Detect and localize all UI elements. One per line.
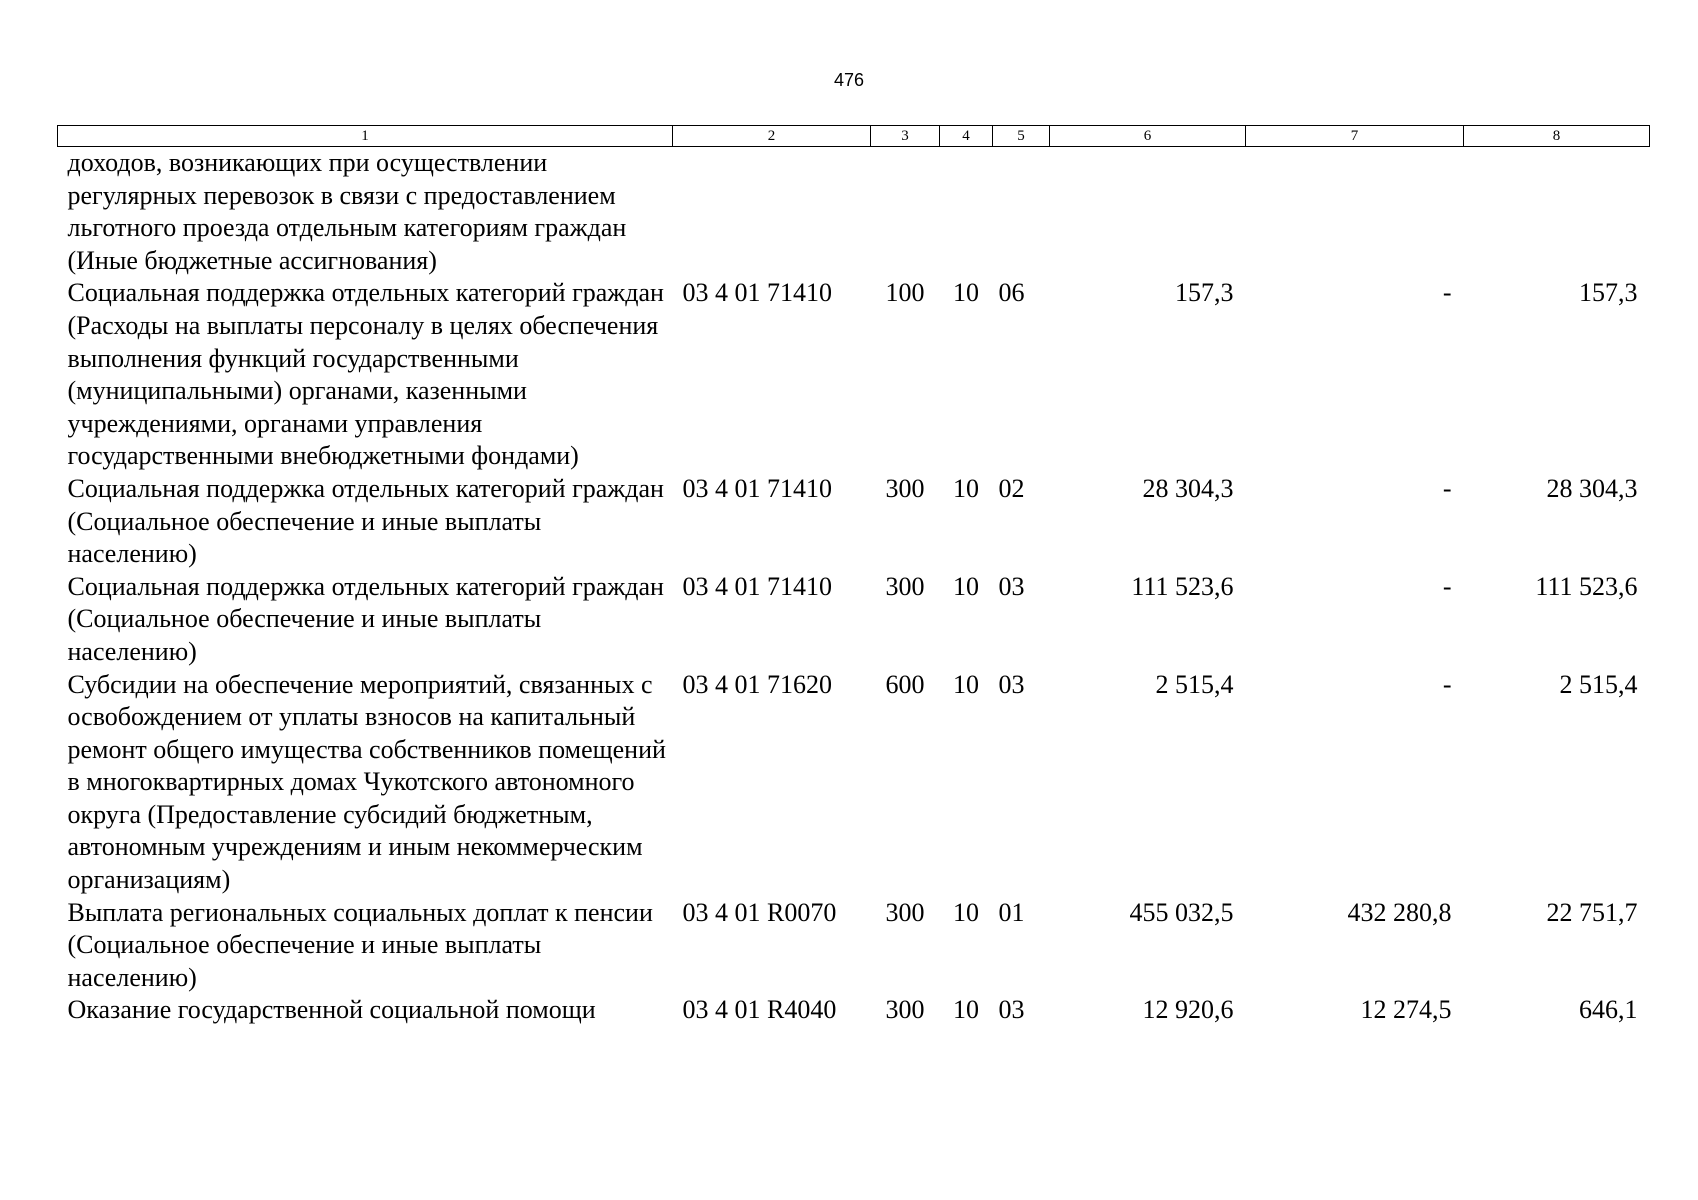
row-section: 10 (953, 669, 979, 699)
row-description: Выплата региональных социальных доплат к пенсии (Социальное обеспечение и иные выплаты населению) (67, 897, 653, 992)
row-regional-amount: 22 751,7 (1546, 897, 1638, 927)
row-expense-type: 300 (885, 897, 925, 927)
row-total-amount: 157,3 (1175, 278, 1234, 308)
row-federal-amount: - (1442, 278, 1452, 308)
row-target-code: 03 4 01 R4040 (682, 995, 837, 1025)
page-number: 476 (833, 70, 865, 90)
row-regional-amount: 2 515,4 (1559, 669, 1638, 699)
row-federal-amount: - (1442, 669, 1452, 699)
column-header-7: 7 (1246, 126, 1464, 147)
row-target-code (673, 147, 871, 278)
column-header-1: 1 (58, 126, 673, 147)
table-row (58, 473, 1650, 571)
table-row (58, 994, 1650, 1027)
row-description: Социальная поддержка отдельных категорий граждан (Социальное обеспечение и иные выплаты населению) (67, 473, 664, 569)
row-subsection (993, 147, 1050, 278)
table-row (58, 277, 1650, 473)
row-description: Оказание государственной социальной помощи (67, 995, 596, 1025)
row-total-amount: 28 304,3 (1142, 473, 1234, 503)
row-subsection: 06 (998, 278, 1025, 308)
row-expense-type (871, 147, 940, 278)
row-regional-amount (1464, 147, 1650, 278)
table-row (58, 669, 1650, 897)
row-subsection: 01 (998, 897, 1025, 927)
row-section: 10 (953, 278, 979, 308)
row-subsection: 03 (998, 669, 1025, 699)
row-regional-amount: 111 523,6 (1535, 571, 1638, 601)
row-section (940, 147, 993, 278)
row-section: 10 (953, 473, 979, 503)
row-expense-type: 300 (885, 473, 925, 503)
table-row (58, 897, 1650, 995)
row-subsection: 03 (998, 571, 1025, 601)
row-description: доходов, возникающих при осуществлении регулярных перевозок в связи с предоставлением льготного проезда отдельным категориям граждан (Иные бюджетные ассигнования) (67, 148, 627, 275)
row-section: 10 (953, 897, 979, 927)
row-total-amount (1050, 147, 1246, 278)
row-federal-amount: 12 274,5 (1360, 995, 1452, 1025)
row-expense-type: 300 (885, 995, 925, 1025)
row-total-amount: 2 515,4 (1155, 669, 1234, 699)
row-description: Социальная поддержка отдельных категорий граждан (Социальное обеспечение и иные выплаты населению) (67, 571, 664, 666)
row-federal-amount: - (1442, 473, 1452, 503)
row-federal-amount: 432 280,8 (1347, 897, 1452, 927)
row-target-code: 03 4 01 71620 (682, 669, 832, 699)
row-expense-type: 100 (885, 278, 925, 308)
row-expense-type: 600 (885, 669, 925, 699)
row-target-code: 03 4 01 R0070 (682, 897, 837, 927)
row-total-amount: 455 032,5 (1129, 897, 1234, 927)
row-total-amount: 111 523,6 (1131, 571, 1234, 601)
row-description: Субсидии на обеспечение мероприятий, связанных с освобождением от уплаты взносов на капитальный ремонт общего имущества собственников помещений в многоквартирных домах Чукотского автономного округа (Предоставление субсидий бюджетным, автономным учреждениям и иным некоммерческим организациям) (67, 669, 666, 895)
column-header-6: 6 (1050, 126, 1246, 147)
row-total-amount: 12 920,6 (1142, 995, 1234, 1025)
column-header-8: 8 (1464, 126, 1650, 147)
budget-table (57, 125, 1650, 1027)
row-subsection: 03 (998, 995, 1025, 1025)
column-header-4: 4 (940, 126, 993, 147)
row-expense-type: 300 (885, 571, 925, 601)
row-target-code: 03 4 01 71410 (682, 278, 832, 308)
row-subsection: 02 (998, 473, 1025, 503)
row-federal-amount (1246, 147, 1464, 278)
row-regional-amount: 157,3 (1579, 278, 1638, 308)
row-section: 10 (953, 995, 979, 1025)
column-header-3: 3 (871, 126, 940, 147)
table-row (58, 147, 1650, 278)
table-row (58, 571, 1650, 669)
row-target-code: 03 4 01 71410 (682, 473, 832, 503)
row-regional-amount: 646,1 (1579, 995, 1638, 1025)
column-header-5: 5 (993, 126, 1050, 147)
column-header-2: 2 (673, 126, 871, 147)
row-regional-amount: 28 304,3 (1546, 473, 1638, 503)
row-federal-amount: - (1442, 571, 1452, 601)
row-description: Социальная поддержка отдельных категорий граждан (Расходы на выплаты персоналу в целях обеспечения выполнения функций государственными (муниципальными) органами, казенными учреждениями, органами управления государственными внебюджетными фондами) (67, 278, 664, 471)
row-section: 10 (953, 571, 979, 601)
column-number-header-row (58, 126, 1650, 147)
row-target-code: 03 4 01 71410 (682, 571, 832, 601)
